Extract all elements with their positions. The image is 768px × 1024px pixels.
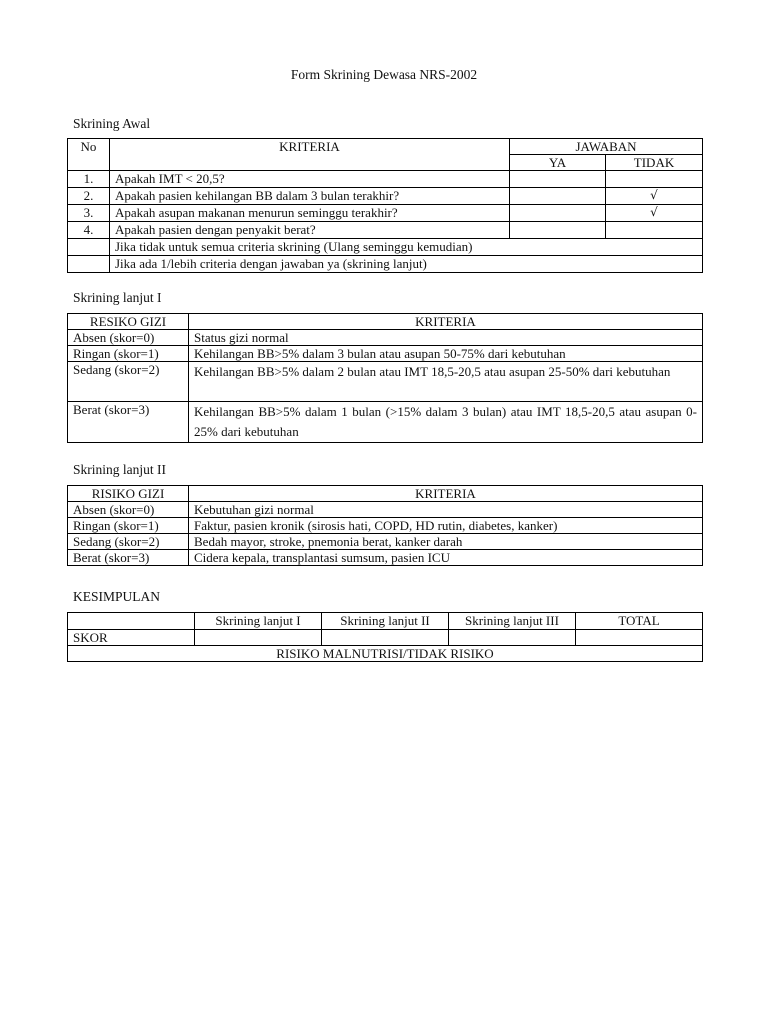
row-criteria: Apakah IMT < 20,5? <box>110 171 510 188</box>
answer-tidak: √ <box>606 188 703 205</box>
table-row <box>68 550 703 566</box>
skor-cell-lanjut-2 <box>322 630 449 646</box>
table-row <box>68 239 703 256</box>
table-row <box>68 362 703 402</box>
risk-criteria: Kehilangan BB>5% dalam 1 bulan (>15% dalam 3 bulan) atau IMT 18,5-20,5 atau asupan 0-25% dari kebutuhan <box>189 402 703 443</box>
header-kriteria: KRITERIA <box>189 486 703 502</box>
skor-cell-lanjut-3 <box>449 630 576 646</box>
row-criteria: Apakah asupan makanan menurun seminggu terakhir? <box>110 205 510 222</box>
header-kriteria: KRITERIA <box>110 139 510 171</box>
table-row <box>68 330 703 346</box>
answer-ya <box>510 171 606 188</box>
table-row <box>68 346 703 362</box>
risk-criteria: Kehilangan BB>5% dalam 2 bulan atau IMT 18,5-20,5 atau asupan 25-50% dari kebutuhan <box>189 362 703 402</box>
risk-level: Ringan (skor=1) <box>68 346 189 362</box>
table-row <box>68 205 703 222</box>
table-row <box>68 171 703 188</box>
answer-tidak: √ <box>606 205 703 222</box>
header-tidak: TIDAK <box>606 155 703 171</box>
skor-cell-lanjut-1 <box>195 630 322 646</box>
table-row <box>68 630 703 646</box>
section-label-skrining-lanjut-2: Skrining lanjut II <box>73 462 166 477</box>
header-blank <box>68 613 195 630</box>
table-row <box>68 256 703 273</box>
risk-level: Sedang (skor=2) <box>68 534 189 550</box>
risk-level: Ringan (skor=1) <box>68 518 189 534</box>
header-lanjut-1: Skrining lanjut I <box>195 613 322 630</box>
answer-tidak <box>606 171 703 188</box>
header-risiko-gizi: RISIKO GIZI <box>68 486 189 502</box>
table-skrining-awal <box>67 138 703 273</box>
table-row <box>68 222 703 239</box>
risk-level: Berat (skor=3) <box>68 402 189 443</box>
table-row <box>68 534 703 550</box>
section-label-kesimpulan: KESIMPULAN <box>73 589 161 604</box>
header-ya: YA <box>510 155 606 171</box>
skor-label: SKOR <box>68 630 195 646</box>
row-criteria: Apakah pasien dengan penyakit berat? <box>110 222 510 239</box>
table-row <box>68 518 703 534</box>
header-kriteria: KRITERIA <box>189 314 703 330</box>
header-lanjut-2: Skrining lanjut II <box>322 613 449 630</box>
header-jawaban: JAWABAN <box>510 139 703 155</box>
result-footer: RISIKO MALNUTRISI/TIDAK RISIKO <box>68 646 703 662</box>
risk-level: Absen (skor=0) <box>68 502 189 518</box>
row-no: 1. <box>68 171 110 188</box>
table-row <box>68 188 703 205</box>
answer-ya <box>510 188 606 205</box>
header-lanjut-3: Skrining lanjut III <box>449 613 576 630</box>
risk-level: Absen (skor=0) <box>68 330 189 346</box>
header-total: TOTAL <box>576 613 703 630</box>
skor-cell-total <box>576 630 703 646</box>
note-ulang: Jika tidak untuk semua criteria skrining (Ulang seminggu kemudian) <box>110 239 703 256</box>
row-no: 2. <box>68 188 110 205</box>
header-no: No <box>68 139 110 171</box>
table-kesimpulan <box>67 612 703 662</box>
table-skrining-lanjut-1 <box>67 313 703 443</box>
answer-tidak <box>606 222 703 239</box>
risk-criteria: Kehilangan BB>5% dalam 3 bulan atau asupan 50-75% dari kebutuhan <box>189 346 703 362</box>
table-row <box>68 402 703 443</box>
header-resiko-gizi: RESIKO GIZI <box>68 314 189 330</box>
risk-criteria: Faktur, pasien kronik (sirosis hati, COPD, HD rutin, diabetes, kanker) <box>189 518 703 534</box>
risk-criteria: Status gizi normal <box>189 330 703 346</box>
section-label-skrining-awal: Skrining Awal <box>73 116 151 131</box>
form-title: Form Skrining Dewasa NRS-2002 <box>290 67 478 82</box>
table-row <box>68 502 703 518</box>
answer-ya <box>510 205 606 222</box>
table-row <box>68 646 703 662</box>
risk-criteria: Cidera kepala, transplantasi sumsum, pasien ICU <box>189 550 703 566</box>
risk-level: Sedang (skor=2) <box>68 362 189 402</box>
section-label-skrining-lanjut-1: Skrining lanjut I <box>73 290 162 305</box>
answer-ya <box>510 222 606 239</box>
risk-criteria: Kebutuhan gizi normal <box>189 502 703 518</box>
row-no: 4. <box>68 222 110 239</box>
row-criteria: Apakah pasien kehilangan BB dalam 3 bulan terakhir? <box>110 188 510 205</box>
row-no: 3. <box>68 205 110 222</box>
note-lanjut: Jika ada 1/lebih criteria dengan jawaban ya (skrining lanjut) <box>110 256 703 273</box>
risk-criteria: Bedah mayor, stroke, pnemonia berat, kanker darah <box>189 534 703 550</box>
table-skrining-lanjut-2 <box>67 485 703 566</box>
risk-level: Berat (skor=3) <box>68 550 189 566</box>
